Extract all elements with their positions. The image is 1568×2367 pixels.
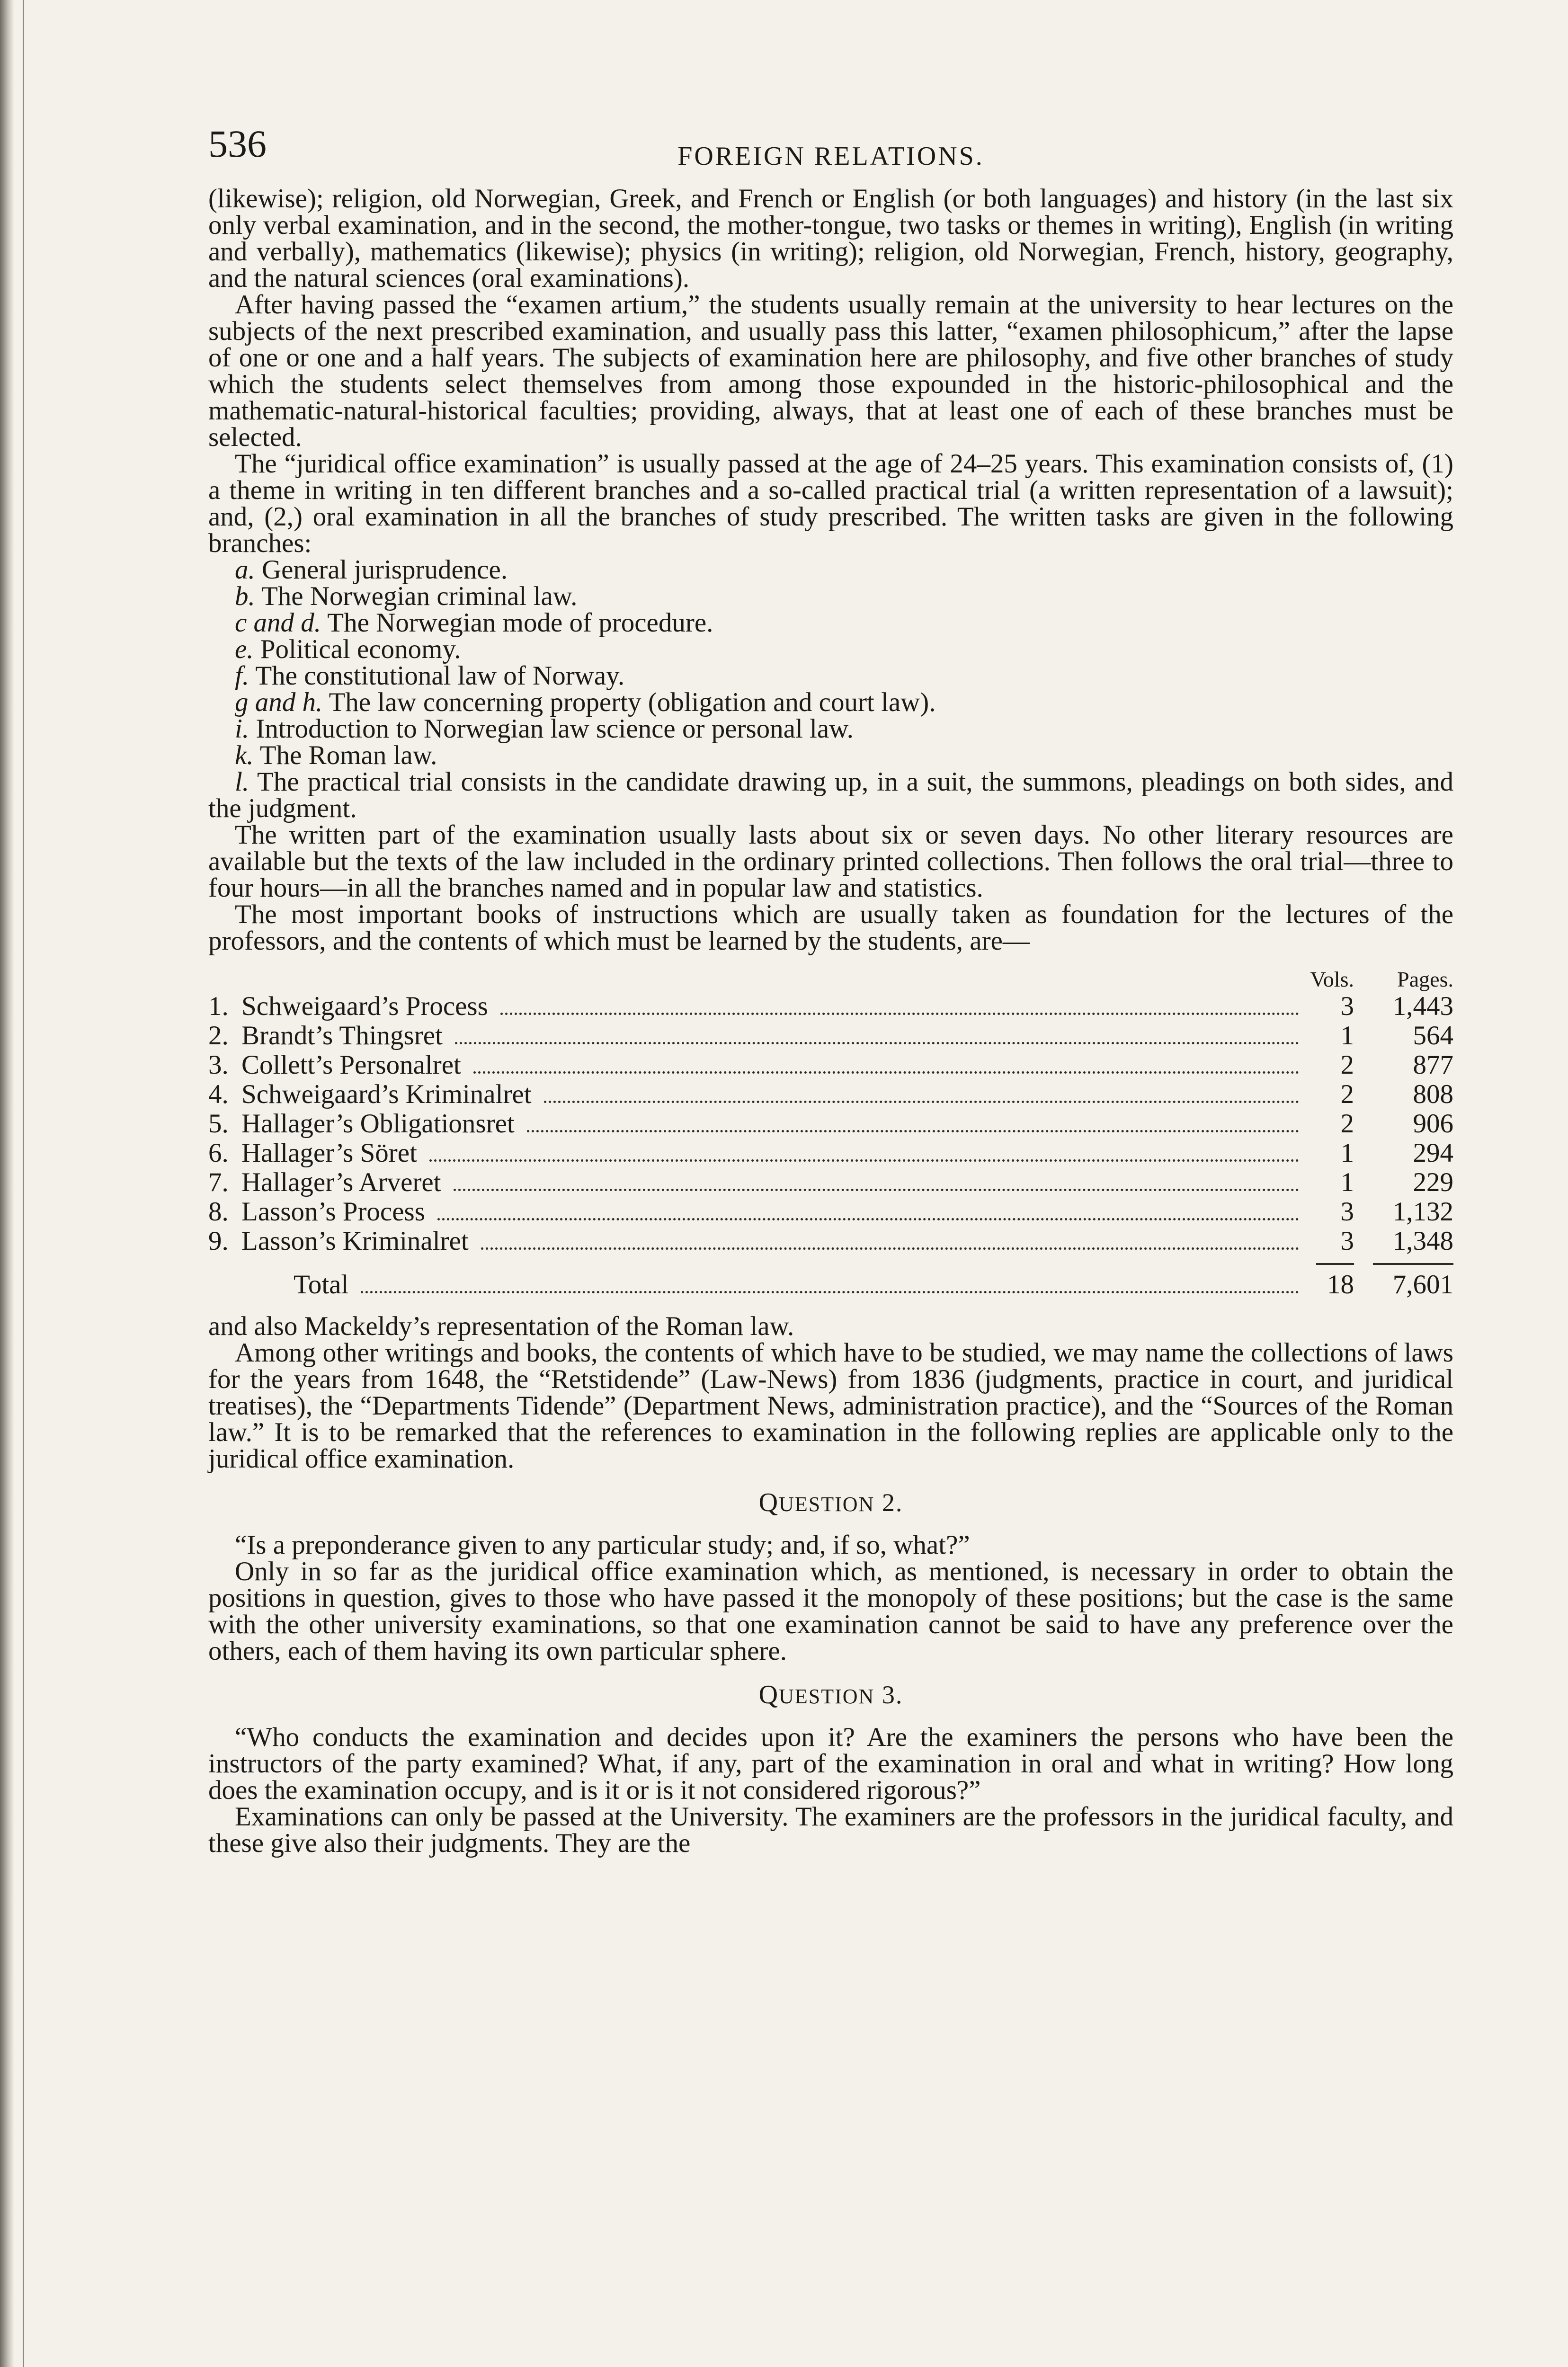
- book-vols: 2: [1340, 1109, 1354, 1139]
- row-number: 6.: [208, 1138, 229, 1168]
- row-number: 2.: [208, 1021, 229, 1050]
- branch-letter: e.: [235, 634, 254, 664]
- dot-leader: [455, 1042, 1299, 1044]
- total-label: Total: [294, 1270, 349, 1299]
- dot-leader: [481, 1247, 1299, 1250]
- header-pages: Pages.: [1397, 967, 1453, 991]
- question-3-answer: Examinations can only be passed at the University. The examiners are the professors in the juridical faculty, and these give also their judgments. They are the: [208, 1802, 1453, 1858]
- branch-letter: b.: [235, 581, 255, 611]
- paragraph-books-intro: The most important books of instructions which are usually taken as foundation for the lectures of the professors, and the contents of which must be learned by the students, are—: [208, 899, 1453, 956]
- book-title: Collett’s Personalret: [241, 1050, 461, 1080]
- page-binding-shadow: [0, 0, 14, 2367]
- branch-text: The Norwegian criminal law.: [261, 581, 578, 611]
- table-row: [208, 992, 1453, 1022]
- book-vols: 3: [1340, 991, 1354, 1021]
- table-row: [208, 1227, 1453, 1256]
- table-row: [208, 1139, 1453, 1168]
- book-pages: 294: [1413, 1138, 1453, 1168]
- branch-letter: c and d.: [235, 608, 321, 638]
- book-title: Lasson’s Process: [241, 1197, 425, 1227]
- branch-item: [208, 663, 1453, 689]
- page-content: [208, 124, 1453, 1857]
- row-number: 8.: [208, 1197, 229, 1227]
- table-row: [208, 1051, 1453, 1080]
- branch-letter: i.: [235, 714, 249, 744]
- table-row: [208, 1080, 1453, 1110]
- branch-text: The constitutional law of Norway.: [255, 661, 625, 691]
- branch-item: [208, 742, 1453, 769]
- book-title: Schweigaard’s Process: [241, 991, 488, 1021]
- branch-text: Introduction to Norwegian law science or personal law.: [256, 714, 854, 744]
- book-title: Hallager’s Söret: [241, 1138, 417, 1168]
- book-vols: 1: [1340, 1021, 1354, 1050]
- branch-item: [208, 610, 1453, 636]
- total-rule: [208, 1256, 1453, 1271]
- paragraph-examen-philosophicum: After having passed the “examen artium,” the students usually remain at the university to hear lectures on the subjects of the next prescribed examination, and usually pass this latter, “examen philosophicum,” after the lapse of one or one and a half years. The subjects of examination here are philosophy, and five other branches of study which the students select themselves from among those expounded in the historic-philosophical and the mathematic-natural-historical faculties; providing, always, that at least one of each of these branches must be selected.: [208, 290, 1453, 452]
- dot-leader: [544, 1101, 1299, 1103]
- dot-leader: [500, 1013, 1299, 1015]
- question-2-answer: Only in so far as the juridical office examination which, as mentioned, is necessary in order to obtain the positions in question, gives to those who have passed it the monopoly of these positions; but the case is the same with the other university examinations, so that one examination cannot be said to have any preference over the others, each of them having its own particular sphere.: [208, 1557, 1453, 1666]
- branch-text: Political economy.: [260, 634, 461, 664]
- book-pages: 1,348: [1392, 1226, 1453, 1256]
- table-row: [208, 1198, 1453, 1227]
- books-table: [208, 967, 1453, 1300]
- branch-item: [208, 689, 1453, 716]
- book-pages: 906: [1413, 1109, 1453, 1139]
- row-number: 9.: [208, 1226, 229, 1256]
- row-number: 7.: [208, 1167, 229, 1197]
- book-pages: 1,132: [1392, 1197, 1453, 1227]
- book-pages: 564: [1413, 1021, 1453, 1050]
- question-3-heading: QUESTION 3.: [758, 1680, 903, 1709]
- branch-letter: l.: [235, 767, 249, 797]
- book-vols: 2: [1340, 1050, 1354, 1080]
- row-number: 5.: [208, 1109, 229, 1139]
- dot-leader: [473, 1071, 1299, 1074]
- dot-leader: [429, 1159, 1299, 1162]
- branch-text: The Norwegian mode of procedure.: [327, 608, 713, 638]
- paragraph-other-writings: Among other writings and books, the contents of which have to be studied, we may name the collections of laws for the years from 1648, the “Retstidende” (Law-News) from 1836 (judgments, practice in court, and juridical treatises), the “Departments Tidende” (Department News, administration practice), and the “Sources of the Roman law.” It is to be remarked that the references to examination in the following replies are applicable only to the juridical office examination.: [208, 1338, 1453, 1474]
- book-vols: 3: [1340, 1226, 1354, 1256]
- paragraph-written-part: The written part of the examination usually lasts about six or seven days. No other literary resources are available but the texts of the law included in the ordinary printed collections. Then follows the oral trial—three to four hours—in all the branches named and in popular law and statistics.: [208, 820, 1453, 903]
- book-title: Lasson’s Kriminalret: [241, 1226, 469, 1256]
- branch-item: [208, 557, 1453, 583]
- dot-leader: [454, 1189, 1299, 1191]
- total-pages: 7,601: [1392, 1270, 1453, 1299]
- branch-item: [208, 583, 1453, 610]
- table-row: [208, 1110, 1453, 1139]
- paragraph-mackeldy: and also Mackeldy’s representation of the Roman law.: [208, 1311, 794, 1341]
- branch-letter: f.: [235, 661, 249, 691]
- page-header: [208, 124, 1453, 186]
- books-table-header: [208, 967, 1453, 992]
- paragraph-continued: (likewise); religion, old Norwegian, Greek, and French or English (or both languages) and history (in the last six only verbal examination, and in the second, the mother-tongue, two tasks or themes in writing), English (in writing and verbally), mathematics (likewise); physics (in writing); religion, old Norwegian, French, history, geography, and the natural sciences (oral examinations).: [208, 184, 1453, 293]
- row-number: 4.: [208, 1079, 229, 1109]
- dot-leader: [527, 1130, 1299, 1132]
- branch-letter: g and h.: [235, 687, 323, 717]
- branch-text: The law concerning property (obligation and court law).: [329, 687, 936, 717]
- branch-text: The Roman law.: [259, 740, 437, 770]
- branch-item: [208, 716, 1453, 742]
- table-row: [208, 1022, 1453, 1051]
- book-title: Schweigaard’s Kriminalret: [241, 1079, 532, 1109]
- branch-letter: k.: [235, 740, 254, 770]
- branch-text: The practical trial consists in the candidate drawing up, in a suit, the summons, pleadings on both sides, and the judgment.: [208, 767, 1453, 823]
- book-pages: 1,443: [1392, 991, 1453, 1021]
- branch-item: [208, 769, 1453, 822]
- book-title: Hallager’s Obligationsret: [241, 1109, 515, 1139]
- book-title: Hallager’s Arveret: [241, 1167, 441, 1197]
- table-row: [208, 1168, 1453, 1198]
- book-pages: 229: [1413, 1167, 1453, 1197]
- book-vols: 2: [1340, 1079, 1354, 1109]
- page-binding-line: [23, 0, 24, 2367]
- total-vols: 18: [1327, 1270, 1354, 1299]
- branch-item: [208, 636, 1453, 663]
- book-vols: 1: [1340, 1138, 1354, 1168]
- row-number: 3.: [208, 1050, 229, 1080]
- question-2-heading: QUESTION 2.: [758, 1488, 903, 1517]
- header-vols: Vols.: [1310, 967, 1354, 991]
- paragraph-juridical-examination: The “juridical office examination” is usually passed at the age of 24–25 years. This examination consists of, (1) a theme in writing in ten different branches and a so-called practical trial (a written representation of a lawsuit); and, (2,) oral examination in all the branches of study prescribed. The written tasks are given in the following branches:: [208, 449, 1453, 558]
- dot-leader: [437, 1218, 1299, 1220]
- branch-list: [208, 557, 1453, 822]
- page-number: 536: [208, 122, 267, 165]
- book-title: Brandt’s Thingsret: [241, 1021, 443, 1050]
- book-pages: 808: [1413, 1079, 1453, 1109]
- book-pages: 877: [1413, 1050, 1453, 1080]
- dot-leader: [361, 1291, 1299, 1293]
- branch-letter: a.: [235, 555, 255, 585]
- book-vols: 1: [1340, 1167, 1354, 1197]
- table-total-row: [208, 1271, 1453, 1300]
- branch-text: General jurisprudence.: [262, 555, 508, 585]
- row-number: 1.: [208, 991, 229, 1021]
- question-3-text: “Who conducts the examination and decides upon it? Are the examiners the persons who have been the instructors of the party examined? What, if any, part of the examination in oral and what in writing? How long does the examination occupy, and is it or is it not considered rigorous?”: [208, 1722, 1453, 1805]
- running-title: FOREIGN RELATIONS.: [677, 142, 984, 171]
- question-2-text: “Is a preponderance given to any particular study; and, if so, what?”: [235, 1530, 970, 1560]
- book-vols: 3: [1340, 1197, 1354, 1227]
